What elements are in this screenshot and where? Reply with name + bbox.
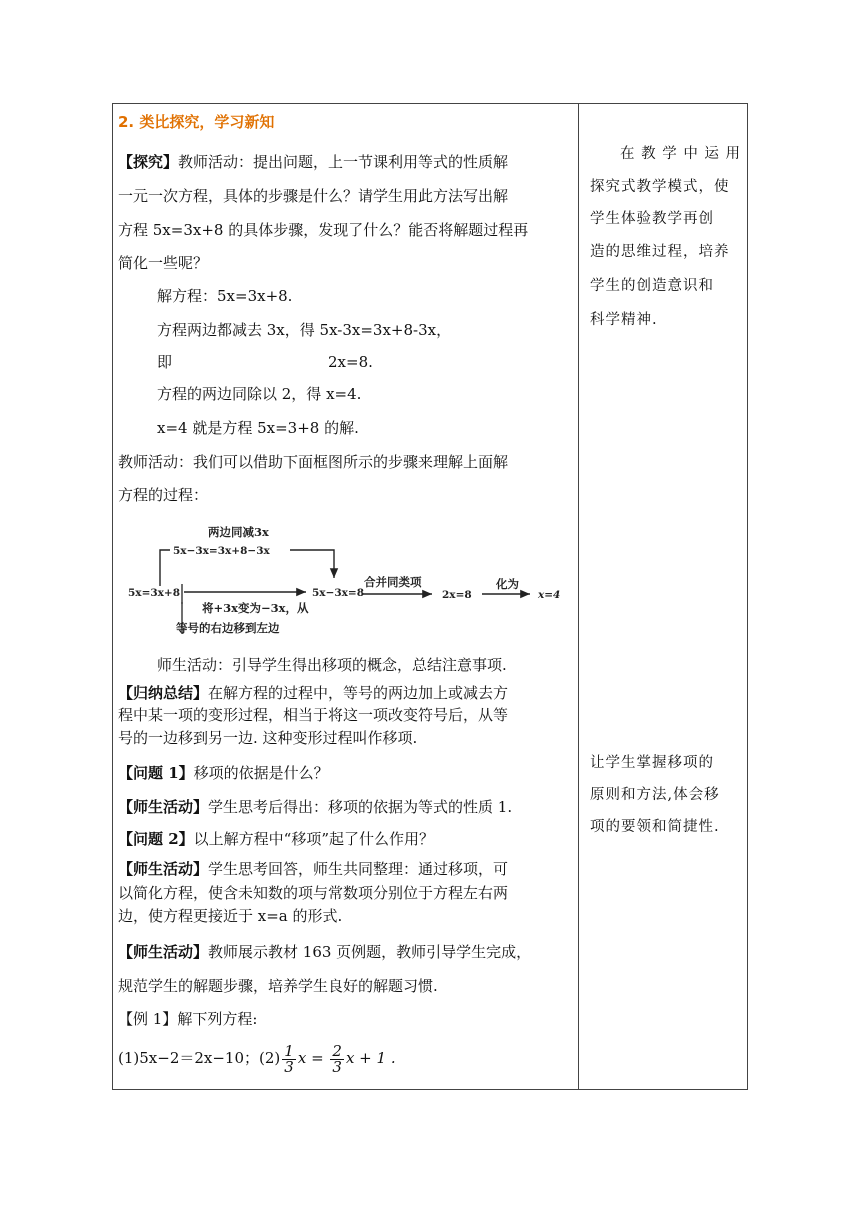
diagram-top-equation: 5x−3x=3x+8−3x xyxy=(173,545,270,557)
answer-3-text-1: 教师展示教材 163 页例题，教师引导学生完成， xyxy=(208,943,532,961)
side-note-1-line-3: 学生体验教学再创 xyxy=(590,211,714,227)
answer-1-tag: 【师生活动】 xyxy=(118,798,209,816)
section-title: 2. 类比探究，学习新知 xyxy=(118,113,275,131)
example-tag: 【例 1】 xyxy=(118,1010,178,1028)
answer-2-line-3: 边，使方程更接近于 x=a 的形式. xyxy=(118,907,343,925)
answer-2-text-1: 学生思考回答，师生共同整理：通过移项，可 xyxy=(208,860,509,878)
fraction-one-third xyxy=(282,1041,296,1076)
teacher-student-line: 师生活动：引导学生得出移项的概念，总结注意事项. xyxy=(157,656,507,674)
example-eq1: (1)5x−2＝2x−10；(2) xyxy=(118,1049,281,1067)
fraction-2-numerator: 2 xyxy=(332,1041,342,1060)
side-note-1-line-6: 科学精神. xyxy=(590,312,658,328)
diagram-step2-label: 合并同类项 xyxy=(364,575,422,589)
summary-tag: 【归纳总结】 xyxy=(118,684,209,702)
explore-line-3: 方程 5x=3x+8 的具体步骤，发现了什么？能否将解题过程再 xyxy=(118,221,529,239)
explore-line-1 xyxy=(118,152,508,172)
transposition-flow-diagram xyxy=(126,516,570,640)
solution-line-3-right: 2x=8. xyxy=(328,353,373,371)
example-tail: x + 1 . xyxy=(345,1049,396,1067)
side-note-2-line-1: 让学生掌握移项的 xyxy=(590,755,714,771)
diagram-start-equation: 5x=3x+8 xyxy=(128,587,181,599)
side-note-2-line-2: 原则和方法,体会移 xyxy=(590,787,720,803)
side-note-1-line-1: 在 教 学 中 运 用 xyxy=(620,146,742,162)
summary-line-1 xyxy=(118,683,508,703)
answer-3-line-2: 规范学生的解题步骤，培养学生良好的解题习惯. xyxy=(118,977,438,995)
question-1-tag: 【问题 1】 xyxy=(118,764,194,782)
side-note-1-line-2: 探究式教学模式，使 xyxy=(590,179,730,195)
answer-3-tag: 【师生活动】 xyxy=(118,943,209,961)
fraction-1-numerator: 1 xyxy=(284,1041,294,1060)
question-2-tag: 【问题 2】 xyxy=(118,830,194,848)
teacher-activity-line-1: 教师活动：我们可以借助下面框图所示的步骤来理解上面解 xyxy=(118,453,509,471)
question-2-text: 以上解方程中“移项”起了什么作用？ xyxy=(193,830,435,848)
answer-2-line-1 xyxy=(118,859,508,879)
diagram-mid-equation: 5x−3x=8 xyxy=(312,587,365,599)
diagram-step3-label: 化为 xyxy=(496,577,519,591)
example-var-x: x xyxy=(297,1049,307,1067)
fraction-2-denominator: 3 xyxy=(332,1057,342,1076)
question-2 xyxy=(118,829,434,849)
side-note-2-line-3: 项的要领和简捷性. xyxy=(590,819,720,835)
summary-line-3: 号的一边移到另一边. 这种变形过程叫作移项. xyxy=(118,729,418,747)
summary-text-1: 在解方程的过程中，等号的两边加上或减去方 xyxy=(208,684,509,702)
example-text: 解下列方程: xyxy=(177,1010,258,1028)
answer-2-tag: 【师生活动】 xyxy=(118,860,209,878)
answer-2-line-2: 以简化方程，使含未知数的项与常数项分别位于方程左右两 xyxy=(118,884,509,902)
explore-text-1: 教师活动：提出问题，上一节课利用等式的性质解 xyxy=(178,153,509,171)
diagram-step3-result: x=4 xyxy=(538,589,561,601)
question-1 xyxy=(118,763,329,783)
solution-line-2: 方程两边都减去 3x，得 5x-3x=3x+8-3x， xyxy=(157,321,452,339)
side-note-1-line-5: 学生的创造意识和 xyxy=(590,278,714,294)
solution-line-1: 解方程：5x=3x+8. xyxy=(157,287,293,305)
question-1-text: 移项的依据是什么？ xyxy=(193,764,329,782)
example-equals: = xyxy=(306,1049,329,1067)
answer-1-text: 学生思考后得出：移项的依据为等式的性质 1. xyxy=(208,798,513,816)
solution-line-5: x=4 就是方程 5x=3+8 的解. xyxy=(157,419,359,437)
example-equations xyxy=(118,1042,396,1078)
side-note-1-line-4: 造的思维过程，培养 xyxy=(590,244,730,260)
fraction-two-thirds xyxy=(330,1041,344,1076)
fraction-1-denominator: 3 xyxy=(284,1057,294,1076)
explore-line-4: 简化一些呢？ xyxy=(118,254,209,272)
diagram-bottom-label-1: 将+3x变为−3x，从 xyxy=(202,601,309,615)
diagram-bottom-label-2: 等号的右边移到左边 xyxy=(176,621,280,635)
answer-1 xyxy=(118,797,512,817)
diagram-step2-result: 2x=8 xyxy=(442,589,472,601)
teacher-activity-line-2: 方程的过程： xyxy=(118,486,209,504)
solution-line-3-left: 即 xyxy=(157,353,173,371)
solution-line-4: 方程的两边同除以 2，得 x=4. xyxy=(157,385,362,403)
example-line xyxy=(118,1009,257,1029)
summary-line-2: 程中某一项的变形过程，相当于将这一项改变符号后，从等 xyxy=(118,706,509,724)
explore-tag: 【探究】 xyxy=(118,153,179,171)
answer-3-line-1 xyxy=(118,942,531,962)
column-divider xyxy=(578,103,579,1090)
diagram-top-label: 两边同减3x xyxy=(208,525,269,539)
explore-line-2: 一元一次方程，具体的步骤是什么？请学生用此方法写出解 xyxy=(118,187,509,205)
